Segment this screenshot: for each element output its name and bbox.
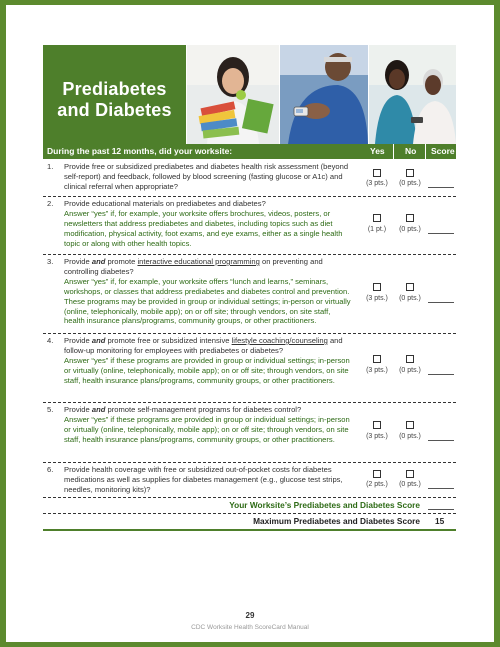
yes-points: (3 pts.): [366, 180, 388, 187]
no-checkbox[interactable]: [406, 169, 414, 177]
text-part: promote free or subsidized intensive: [105, 336, 232, 345]
no-points: (0 pts.): [399, 481, 421, 488]
question-4: [43, 336, 456, 400]
question-number: 2.: [47, 199, 54, 208]
no-checkbox[interactable]: [406, 470, 414, 478]
question-number: 5.: [47, 405, 54, 414]
question-text: Provide free or subsidized prediabetes and diabetes health risk assessment (beyond self-report) and feedback, followed by blood screening (fasting glucose or A1c) and clinical referral when appropriate?: [64, 162, 349, 191]
score-blank[interactable]: [428, 440, 454, 441]
header-separator: [425, 144, 426, 159]
row-divider: [43, 333, 456, 334]
yes-points: (2 pts.): [366, 481, 388, 488]
question-number: 1.: [47, 162, 54, 171]
question-text: [64, 257, 352, 277]
question-6: [43, 465, 456, 497]
your-score-label: Your Worksite’s Prediabetes and Diabetes Score: [229, 500, 420, 510]
score-blank[interactable]: [428, 488, 454, 489]
emphasis-and: and: [91, 257, 106, 266]
row-divider: [43, 462, 456, 463]
yes-points: (3 pts.): [366, 367, 388, 374]
row-divider: [43, 402, 456, 403]
no-points: (0 pts.): [399, 367, 421, 374]
text-part: promote self-management programs for diabetes control?: [105, 405, 302, 414]
question-body: [64, 336, 352, 386]
page-number: 29: [245, 611, 255, 620]
question-1: [43, 162, 456, 194]
row-divider: [43, 254, 456, 255]
question-body: [64, 199, 352, 249]
question-number: 3.: [47, 257, 54, 266]
question-text: [64, 336, 352, 356]
max-score-value: 15: [435, 516, 445, 526]
no-points: (0 pts.): [399, 295, 421, 302]
header-yes: Yes: [370, 146, 385, 156]
question-5: [43, 405, 456, 460]
emphasis-and: and: [91, 405, 106, 414]
question-body: [64, 405, 352, 445]
answer-guidance: Answer “yes” if, for example, your worksite offers brochures, videos, posters, or newsletters that address prediabetes and diabetes, including topics such as diet modification, physical activity, foot exams, and eye exams, either as a single health topic or along with other health topics.: [64, 208, 343, 248]
score-blank[interactable]: [428, 374, 454, 375]
header-separator: [393, 144, 394, 159]
max-score-label: Maximum Prediabetes and Diabetes Score: [253, 516, 420, 526]
question-3: [43, 257, 456, 331]
your-score-row: [43, 499, 456, 513]
yes-checkbox[interactable]: [373, 214, 381, 222]
yes-checkbox[interactable]: [373, 355, 381, 363]
header-prompt: During the past 12 months, did your worksite:: [47, 146, 233, 156]
row-divider: [43, 497, 456, 498]
table-header: [43, 144, 456, 159]
table-bottom-rule: [43, 529, 456, 531]
header-score: Score: [431, 146, 455, 156]
photo-nurse-with-patient: [369, 45, 456, 144]
page: [6, 5, 494, 642]
yes-points: (3 pts.): [366, 295, 388, 302]
no-checkbox[interactable]: [406, 214, 414, 222]
answer-guidance: Answer “yes” if these programs are provided in group or individual settings; in-person or virtually (online, telephonically, mobile app); on or off site; through vendors, on site staff, health insurance plans/programs, community groups, or other practitioners.: [64, 355, 350, 385]
row-divider: [43, 196, 456, 197]
manual-name: CDC Worksite Health ScoreCard Manual: [191, 624, 309, 631]
section-title-line1: Prediabetes: [62, 79, 167, 99]
question-number: 6.: [47, 465, 54, 474]
score-blank[interactable]: [428, 233, 454, 234]
emphasis-and: and: [91, 336, 106, 345]
text-part: Provide: [64, 405, 92, 414]
yes-checkbox[interactable]: [373, 169, 381, 177]
yes-points: (3 pts.): [366, 433, 388, 440]
score-blank[interactable]: [428, 302, 454, 303]
section-title-line2: and Diabetes: [57, 100, 172, 120]
yes-checkbox[interactable]: [373, 470, 381, 478]
question-2: [43, 199, 456, 253]
row-divider: [43, 513, 456, 514]
no-points: (0 pts.): [399, 180, 421, 187]
question-text: Provide educational materials on prediabetes and diabetes?: [64, 199, 266, 208]
no-checkbox[interactable]: [406, 283, 414, 291]
answer-guidance: Answer “yes” if these programs are provided in group or individual settings; in-person or virtually (online, telephonically, mobile app); on or off site; through vendors, on site staff, health insurance plans/programs, community groups, or other practitioners.: [64, 414, 350, 444]
question-number: 4.: [47, 336, 54, 345]
no-checkbox[interactable]: [406, 355, 414, 363]
question-text: Provide health coverage with free or subsidized out-of-pocket costs for diabetes medications as well as supplies for diabetes management (e.g., glucose test strips, needles, monitoring kits)?: [64, 465, 343, 494]
photo-man-glucose-meter: [280, 45, 368, 144]
question-body: [64, 257, 352, 326]
no-checkbox[interactable]: [406, 421, 414, 429]
total-score-blank[interactable]: [428, 509, 454, 510]
header-no: No: [405, 146, 417, 156]
yes-checkbox[interactable]: [373, 421, 381, 429]
text-part: promote: [105, 257, 138, 266]
no-points: (0 pts.): [399, 226, 421, 233]
text-part: Provide: [64, 257, 92, 266]
section-title: [43, 45, 186, 144]
term-link[interactable]: lifestyle coaching/counseling: [231, 336, 328, 345]
answer-guidance: Answer “yes” if, for example, your worksite offers “lunch and learns,” seminars, workshops, or classes that address prediabetes and diabetes control and prevention. These programs may be provided in group or individual settings; in-person or virtually (online, telephonically, mobile app); on or off site; through vendors, on site staff, health insurance plans/programs, community groups, or other practitioners.: [64, 276, 351, 326]
banner: [43, 45, 456, 144]
question-text: [64, 405, 352, 415]
text-part: on preventing and controlling diabetes?: [64, 257, 323, 276]
score-blank[interactable]: [428, 187, 454, 188]
max-score-row: [43, 515, 456, 529]
text-part: and follow-up monitoring for employees with prediabetes or diabetes?: [64, 336, 343, 355]
no-points: (0 pts.): [399, 433, 421, 440]
photo-woman-eating-apple: [187, 45, 279, 144]
yes-checkbox[interactable]: [373, 283, 381, 291]
yes-points: (1 pt.): [367, 226, 387, 233]
text-part: Provide: [64, 336, 92, 345]
term-link[interactable]: interactive educational programming: [137, 257, 260, 266]
